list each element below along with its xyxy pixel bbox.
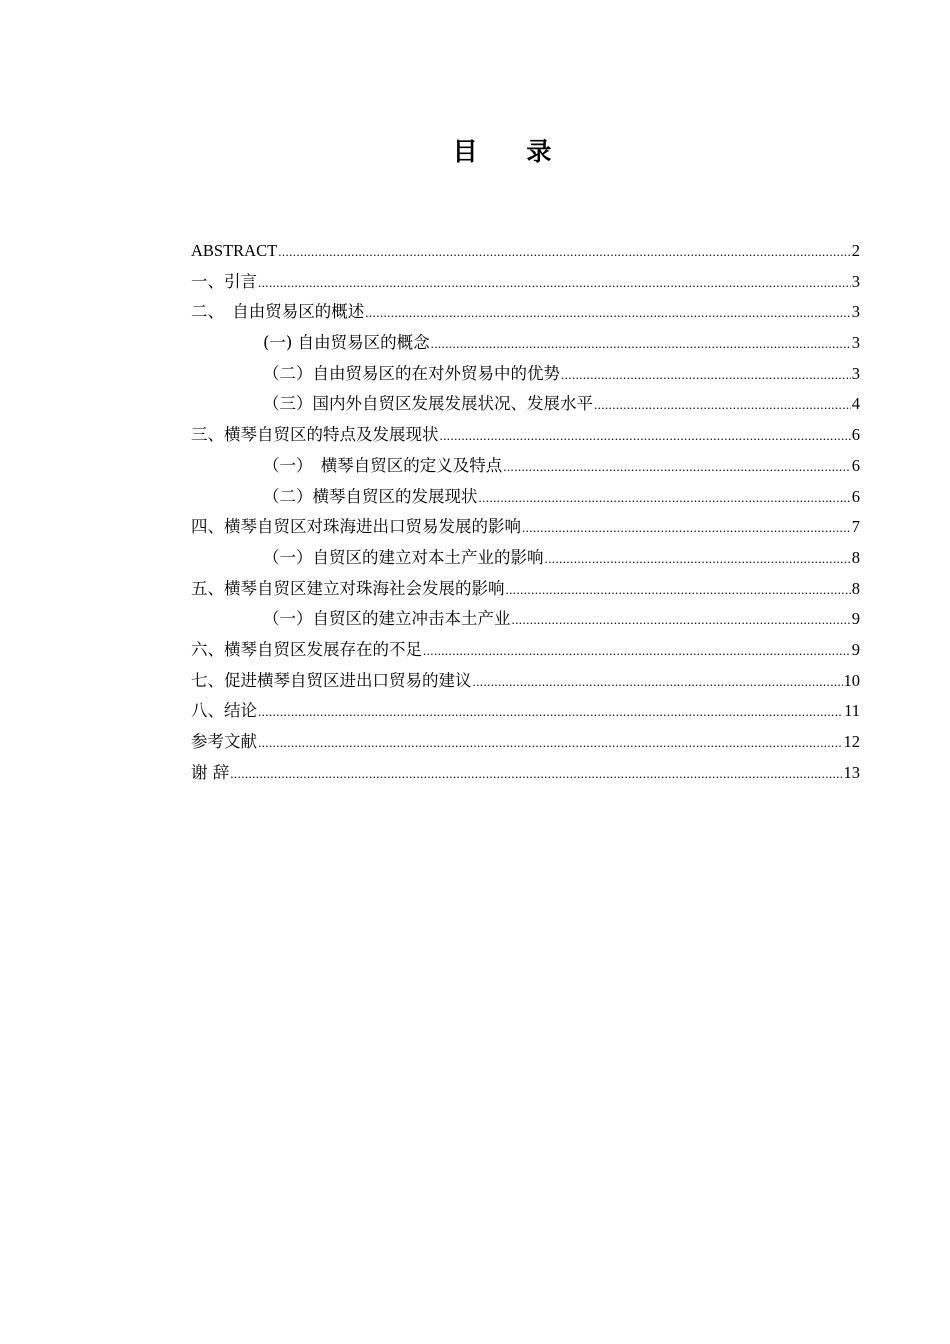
toc-entry[interactable] (191, 635, 860, 666)
toc-entry[interactable] (191, 666, 860, 697)
toc-leader-dots (365, 298, 851, 329)
toc-entry-page: 8 (851, 547, 860, 567)
toc-entry-label: (一) 自由贸易区的概念 (263, 333, 430, 353)
toc-leader-dots (545, 544, 851, 575)
toc-entry-page: 6 (851, 486, 860, 506)
toc-entry-page: 3 (851, 271, 860, 291)
toc-entry-page: 6 (851, 455, 860, 475)
toc-entry-label: （一） 横琴自贸区的定义及特点 (263, 455, 503, 475)
toc-entry-page: 9 (851, 639, 860, 659)
toc-entry-label: 六、横琴自贸区发展存在的不足 (191, 639, 422, 659)
toc-entry-label: 五、横琴自贸区建立对珠海社会发展的影响 (191, 578, 505, 598)
toc-leader-dots (258, 728, 843, 759)
toc-entry[interactable] (191, 236, 860, 267)
toc-entry[interactable] (191, 574, 860, 605)
toc-entry-page: 11 (844, 701, 860, 721)
toc-leader-dots (278, 237, 851, 268)
toc-subentry[interactable] (191, 604, 860, 635)
toc-entry-page: 13 (843, 762, 860, 782)
toc-leader-dots (503, 452, 851, 483)
toc-entry[interactable] (191, 267, 860, 298)
toc-entry-label: 二、 自由贸易区的概述 (191, 302, 365, 322)
toc-entry[interactable] (191, 297, 860, 328)
toc-subentry[interactable] (191, 328, 860, 359)
toc-leader-dots (522, 513, 851, 544)
toc-entry[interactable] (191, 420, 860, 451)
toc-entry-label: （三）国内外自贸区发展发展状况、发展水平 (263, 394, 593, 414)
toc-entry-page: 4 (851, 394, 860, 414)
toc-entry-page: 12 (843, 732, 860, 751)
toc-entry-label: （二）横琴自贸区的发展现状 (263, 486, 478, 506)
toc-entry[interactable] (191, 512, 860, 543)
toc-entry-page: 3 (851, 363, 860, 383)
toc-leader-dots (258, 268, 851, 299)
toc-entry-label: 八、结论 (191, 701, 257, 721)
toc-leader-dots (431, 329, 851, 360)
toc-entry-page: 9 (851, 609, 860, 629)
toc-subentry[interactable] (191, 482, 860, 513)
table-of-contents (191, 236, 860, 788)
toc-entry-page: 3 (851, 302, 860, 322)
toc-subentry[interactable] (191, 543, 860, 574)
toc-leader-dots (594, 390, 851, 421)
toc-entry-label: （一）自贸区的建立冲击本土产业 (263, 609, 511, 629)
toc-entry-page: 6 (851, 425, 860, 445)
toc-subentry[interactable] (191, 389, 860, 420)
toc-entry-label: 参考文献 (191, 732, 257, 751)
toc-entry-label: （二）自由贸易区的在对外贸易中的优势 (263, 363, 560, 383)
toc-entry-label: 七、促进横琴自贸区进出口贸易的建议 (191, 670, 472, 690)
toc-entry-label: （一）自贸区的建立对本土产业的影响 (263, 547, 544, 567)
toc-leader-dots (561, 360, 851, 391)
toc-entry-label: 一、引言 (191, 271, 257, 291)
toc-leader-dots (473, 667, 843, 698)
toc-entry-label: ABSTRACT (191, 241, 278, 260)
toc-entry-page: 7 (851, 517, 860, 537)
toc-entry-label: 谢 辞 (191, 762, 230, 782)
toc-leader-dots (512, 605, 851, 636)
page-title: 目 录 (452, 137, 572, 166)
toc-subentry[interactable] (191, 451, 860, 482)
toc-leader-dots (440, 421, 851, 452)
toc-entry[interactable] (191, 727, 860, 758)
toc-entry-label: 三、横琴自贸区的特点及发展现状 (191, 425, 439, 445)
toc-entry-label: 四、横琴自贸区对珠海进出口贸易发展的影响 (191, 517, 521, 537)
toc-subentry[interactable] (191, 359, 860, 390)
toc-leader-dots (230, 759, 842, 790)
toc-leader-dots (506, 575, 851, 606)
toc-leader-dots (479, 483, 851, 514)
toc-entry-page: 8 (851, 578, 860, 598)
toc-entry-page: 2 (851, 241, 860, 260)
toc-entry[interactable] (191, 696, 860, 727)
toc-entry-page: 3 (851, 333, 860, 353)
toc-entry[interactable] (191, 758, 860, 789)
toc-leader-dots (258, 697, 843, 728)
toc-leader-dots (423, 636, 851, 667)
toc-entry-page: 10 (843, 670, 860, 690)
